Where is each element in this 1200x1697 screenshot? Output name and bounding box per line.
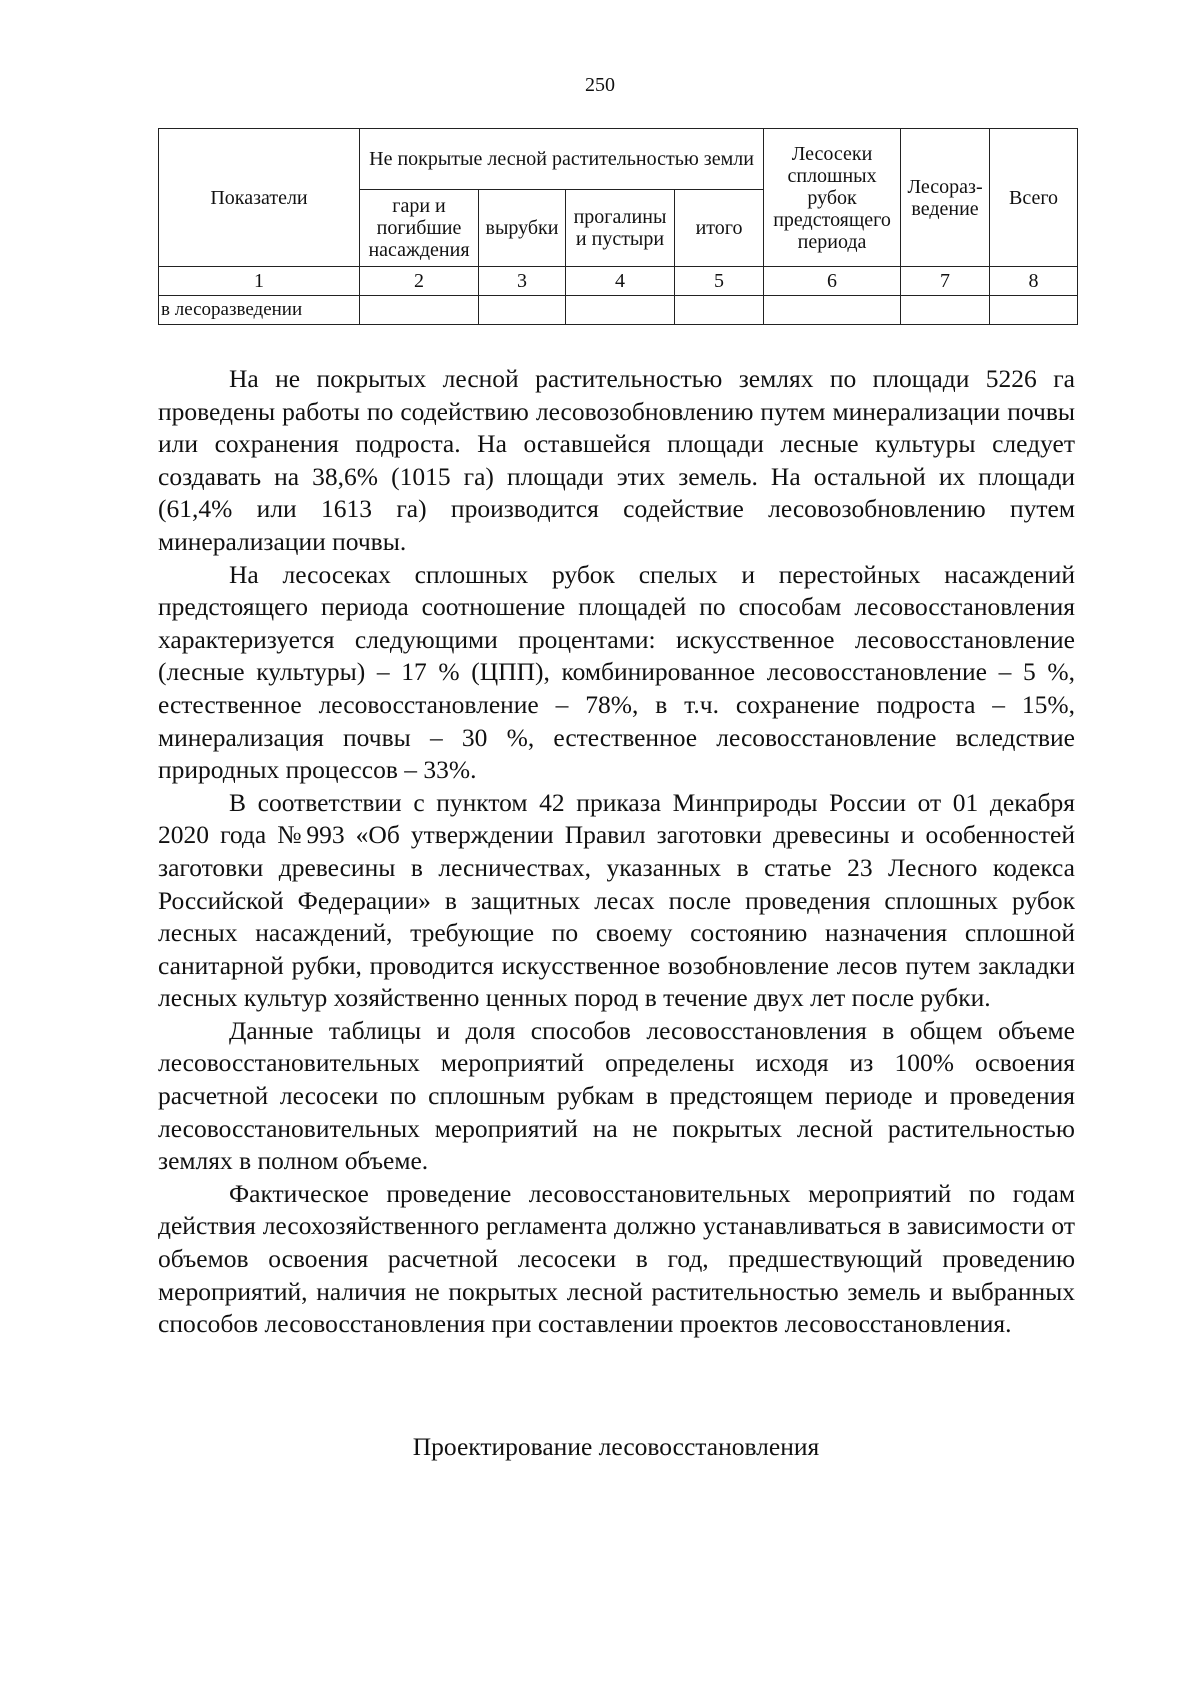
table-cell xyxy=(479,296,566,325)
reforestation-table xyxy=(158,128,1078,325)
table-cell xyxy=(566,296,675,325)
paragraph: Фактическое проведение лесовосстановительных мероприятий по годам действия лесохозяйственного регламента должно устанавливаться в зависимости от объемов освоения расчетной лесосеки в год, предшествующий проведению мероприятий, наличия не покрытых лесной растительностью земель и выбранных способов лесовосстановления при составлении проектов лесовосстановления. xyxy=(158,1178,1075,1339)
table-row xyxy=(159,296,1078,325)
column-number: 2 xyxy=(360,267,479,296)
paragraph: Данные таблицы и доля способов лесовосстановления в общем объеме лесовосстановительных мероприятий определены исходя из 100% освоения расчетной лесосеки по сплошным рубкам в предстоящем периоде и проведения лесовосстановительных мероприятий на не покрытых лесной растительностью землях в полном объеме. xyxy=(158,1015,1075,1176)
header-clearcut-sites: Лесосеки сплошных рубок предстоящего периода xyxy=(764,129,901,267)
table-cell xyxy=(360,296,479,325)
table-cell xyxy=(675,296,764,325)
section-heading: Проектирование лесовосстановления xyxy=(412,1432,820,1461)
column-number: 7 xyxy=(901,267,990,296)
column-numbers-row xyxy=(159,267,1078,296)
column-number: 4 xyxy=(566,267,675,296)
body-text xyxy=(158,363,1075,1341)
column-number: 3 xyxy=(479,267,566,296)
column-number: 6 xyxy=(764,267,901,296)
paragraph: В соответствии с пунктом 42 приказа Минприроды России от 01 декабря 2020 года №993 «Об утверждении Правил заготовки древесины и особенностей заготовки древесины в лесничествах, указанных в статье 23 Лесного кодекса Российской Федерации» в защитных лесах после проведения сплошных рубок лесных насаждений, требующие по своему состоянию назначения сплошной санитарной рубки, проводится искусственное возобновление лесов путем закладки лесных культур хозяйственно ценных пород в течение двух лет после рубки. xyxy=(158,787,1075,1013)
row-label: в лесоразведении xyxy=(159,296,360,325)
header-burns: гари и погибшие насаждения xyxy=(360,190,479,267)
column-number: 5 xyxy=(675,267,764,296)
header-cutovers: вырубки xyxy=(479,190,566,267)
header-afforestation: Лесораз-ведение xyxy=(901,129,990,267)
column-number: 1 xyxy=(159,267,360,296)
table-cell xyxy=(901,296,990,325)
page-number: 250 xyxy=(585,74,615,96)
column-number: 8 xyxy=(990,267,1078,296)
header-glades: прогалины и пустыри xyxy=(566,190,675,267)
paragraph: На лесосеках сплошных рубок спелых и перестойных насаждений предстоящего периода соотношение площадей по способам лесовосстановления характеризуется следующими процентами: искусственное лесовосстановление (лесные культуры) – 17 % (ЦПП), комбинированное лесовосстановление – 5 %, естественное лесовосстановление – 78%, в т.ч. сохранение подроста – 15%, минерализация почвы – 30 %, естественное лесовосстановление вследствие природных процессов – 33%. xyxy=(158,559,1075,785)
header-indicators: Показатели xyxy=(159,129,360,267)
header-total: Всего xyxy=(990,129,1078,267)
header-subtotal: итого xyxy=(675,190,764,267)
paragraph: На не покрытых лесной растительностью землях по площади 5226 га проведены работы по содействию лесовозобновлению путем минерализации почвы или сохранения подроста. На оставшейся площади лесные культуры следует создавать на 38,6% (1015 га) площади этих земель. На остальной их площади (61,4% или 1613 га) производится содействие лесовозобновлению путем минерализации почвы. xyxy=(158,364,1075,556)
table-cell xyxy=(764,296,901,325)
table-cell xyxy=(990,296,1078,325)
header-uncovered-lands: Не покрытые лесной растительностью земли xyxy=(360,129,764,190)
